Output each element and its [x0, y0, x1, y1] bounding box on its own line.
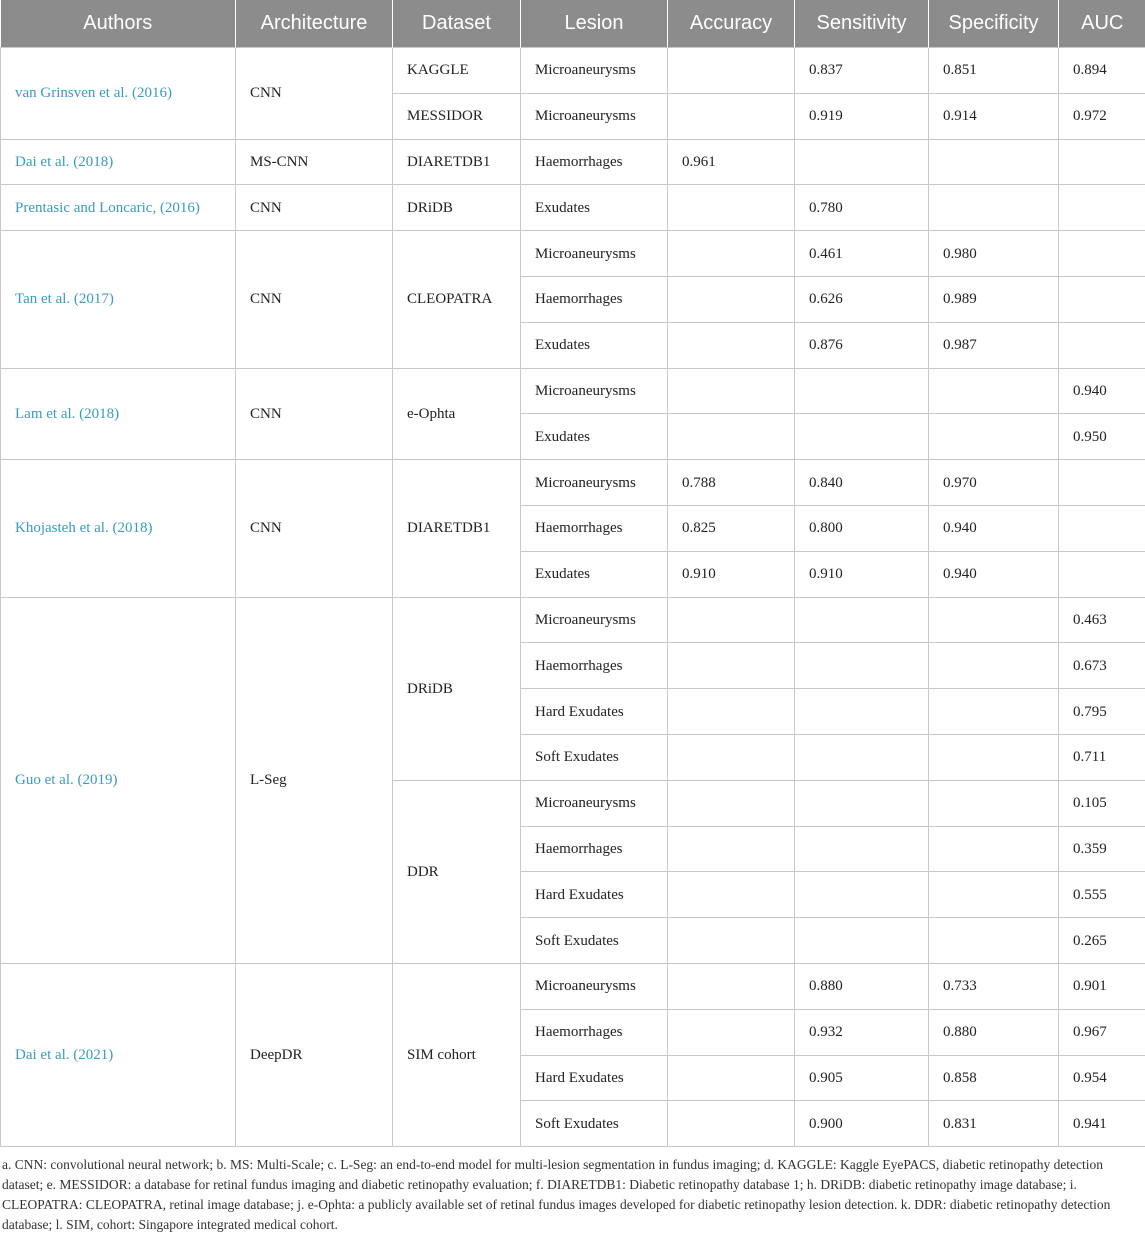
col-header-lesion: Lesion [521, 0, 668, 48]
lesion-cell: Haemorrhages [521, 139, 668, 185]
sensitivity-cell [795, 826, 929, 872]
auc-cell [1059, 276, 1145, 322]
accuracy-cell [668, 780, 795, 826]
col-header-dataset: Dataset [393, 0, 521, 48]
author-cell: van Grinsven et al. (2016) [1, 48, 236, 140]
table-row [1, 185, 1145, 231]
sensitivity-cell: 0.910 [795, 551, 929, 597]
sensitivity-cell: 0.780 [795, 185, 929, 231]
lesion-cell: Haemorrhages [521, 505, 668, 551]
auc-cell: 0.941 [1059, 1101, 1145, 1147]
specificity-cell [929, 139, 1059, 185]
col-header-auc: AUC [1059, 0, 1145, 48]
sensitivity-cell [795, 368, 929, 414]
col-header-sensitivity: Sensitivity [795, 0, 929, 48]
dataset-cell: DDR [393, 780, 521, 963]
lesion-cell: Haemorrhages [521, 826, 668, 872]
architecture-cell: CNN [236, 48, 393, 140]
specificity-cell [929, 872, 1059, 918]
accuracy-cell [668, 414, 795, 460]
accuracy-cell [668, 1055, 795, 1101]
lesion-cell: Microaneurysms [521, 231, 668, 277]
lesion-cell: Exudates [521, 414, 668, 460]
accuracy-cell [668, 689, 795, 735]
accuracy-cell [668, 93, 795, 139]
sensitivity-cell: 0.876 [795, 322, 929, 368]
sensitivity-cell [795, 918, 929, 964]
specificity-cell [929, 689, 1059, 735]
accuracy-cell: 0.825 [668, 505, 795, 551]
dataset-cell: DIARETDB1 [393, 139, 521, 185]
dataset-cell: DIARETDB1 [393, 460, 521, 597]
lesion-cell: Soft Exudates [521, 918, 668, 964]
specificity-cell: 0.940 [929, 505, 1059, 551]
auc-cell: 0.795 [1059, 689, 1145, 735]
specificity-cell [929, 826, 1059, 872]
lesion-cell: Microaneurysms [521, 780, 668, 826]
accuracy-cell [668, 1009, 795, 1055]
col-header-specificity: Specificity [929, 0, 1059, 48]
dataset-cell: DRiDB [393, 185, 521, 231]
specificity-cell [929, 918, 1059, 964]
table-footnote: a. CNN: convolutional neural network; b. MS: Multi-Scale; c. L-Seg: an end-to-end model for multi-lesion segmentation in fundus imaging; d. KAGGLE: Kaggle EyePACS, diabetic retinopathy detection dataset; e. MESSIDOR: a database for retinal fundus imaging and diabetic retinopathy evaluation; f. DIARETDB1: Diabetic retinopathy database 1; h. DRiDB: diabetic retinopathy image database; i. CLEOPATRA: CLEOPATRA, retinal image database; j. e-Ophta: a publicly available set of retinal fundus images developed for diabetic retinopathy lesion detection. k. DDR: diabetic retinopathy detection database; l. SIM, cohort: Singapore integrated medical cohort. [2, 1155, 1142, 1235]
sensitivity-cell: 0.932 [795, 1009, 929, 1055]
lesion-cell: Microaneurysms [521, 368, 668, 414]
specificity-cell [929, 643, 1059, 689]
sensitivity-cell [795, 734, 929, 780]
specificity-cell: 0.914 [929, 93, 1059, 139]
accuracy-cell [668, 643, 795, 689]
col-header-authors: Authors [1, 0, 236, 48]
table-row [1, 963, 1145, 1009]
col-header-architecture: Architecture [236, 0, 393, 48]
sensitivity-cell [795, 597, 929, 643]
lesion-cell: Microaneurysms [521, 48, 668, 94]
accuracy-cell: 0.961 [668, 139, 795, 185]
accuracy-cell [668, 48, 795, 94]
specificity-cell: 0.733 [929, 963, 1059, 1009]
dataset-cell: e-Ophta [393, 368, 521, 460]
lesion-cell: Exudates [521, 322, 668, 368]
lesion-cell: Microaneurysms [521, 460, 668, 506]
lesion-cell: Hard Exudates [521, 1055, 668, 1101]
auc-cell: 0.901 [1059, 963, 1145, 1009]
auc-cell: 0.359 [1059, 826, 1145, 872]
author-cell: Tan et al. (2017) [1, 231, 236, 368]
col-header-accuracy: Accuracy [668, 0, 795, 48]
specificity-cell: 0.851 [929, 48, 1059, 94]
accuracy-cell [668, 826, 795, 872]
sensitivity-cell: 0.461 [795, 231, 929, 277]
accuracy-cell [668, 276, 795, 322]
accuracy-cell [668, 1101, 795, 1147]
lesion-cell: Exudates [521, 551, 668, 597]
specificity-cell [929, 368, 1059, 414]
auc-cell [1059, 139, 1145, 185]
lesion-cell: Haemorrhages [521, 276, 668, 322]
accuracy-cell [668, 734, 795, 780]
lesion-cell: Haemorrhages [521, 1009, 668, 1055]
dataset-cell: CLEOPATRA [393, 231, 521, 368]
author-cell: Dai et al. (2018) [1, 139, 236, 185]
lesion-cell: Hard Exudates [521, 872, 668, 918]
lesion-cell: Haemorrhages [521, 643, 668, 689]
specificity-cell [929, 597, 1059, 643]
accuracy-cell [668, 963, 795, 1009]
sensitivity-cell: 0.900 [795, 1101, 929, 1147]
specificity-cell: 0.858 [929, 1055, 1059, 1101]
sensitivity-cell [795, 643, 929, 689]
auc-cell: 0.463 [1059, 597, 1145, 643]
specificity-cell [929, 734, 1059, 780]
sensitivity-cell [795, 414, 929, 460]
author-cell: Khojasteh et al. (2018) [1, 460, 236, 597]
lesion-cell: Microaneurysms [521, 597, 668, 643]
sensitivity-cell: 0.626 [795, 276, 929, 322]
dataset-cell: KAGGLE [393, 48, 521, 94]
auc-cell: 0.711 [1059, 734, 1145, 780]
sensitivity-cell: 0.840 [795, 460, 929, 506]
lesion-cell: Microaneurysms [521, 963, 668, 1009]
auc-cell: 0.940 [1059, 368, 1145, 414]
header-row [1, 0, 1145, 48]
auc-cell: 0.950 [1059, 414, 1145, 460]
specificity-cell: 0.940 [929, 551, 1059, 597]
sensitivity-cell: 0.880 [795, 963, 929, 1009]
author-cell: Dai et al. (2021) [1, 963, 236, 1146]
auc-cell: 0.673 [1059, 643, 1145, 689]
table-row [1, 231, 1145, 277]
table-row [1, 460, 1145, 506]
architecture-cell: CNN [236, 185, 393, 231]
sensitivity-cell: 0.905 [795, 1055, 929, 1101]
accuracy-cell [668, 322, 795, 368]
accuracy-cell [668, 185, 795, 231]
specificity-cell: 0.980 [929, 231, 1059, 277]
specificity-cell [929, 185, 1059, 231]
auc-cell [1059, 505, 1145, 551]
table-row [1, 139, 1145, 185]
dataset-cell: DRiDB [393, 597, 521, 780]
dataset-cell: MESSIDOR [393, 93, 521, 139]
specificity-cell: 0.989 [929, 276, 1059, 322]
auc-cell [1059, 185, 1145, 231]
auc-cell [1059, 460, 1145, 506]
architecture-cell: CNN [236, 231, 393, 368]
accuracy-cell [668, 872, 795, 918]
lesion-cell: Exudates [521, 185, 668, 231]
table-row [1, 48, 1145, 94]
author-cell: Lam et al. (2018) [1, 368, 236, 460]
accuracy-cell [668, 918, 795, 964]
author-cell: Guo et al. (2019) [1, 597, 236, 963]
lesion-cell: Soft Exudates [521, 1101, 668, 1147]
author-cell: Prentasic and Loncaric, (2016) [1, 185, 236, 231]
sensitivity-cell: 0.919 [795, 93, 929, 139]
architecture-cell: CNN [236, 368, 393, 460]
specificity-cell: 0.970 [929, 460, 1059, 506]
table-row [1, 597, 1145, 643]
auc-cell: 0.555 [1059, 872, 1145, 918]
specificity-cell [929, 780, 1059, 826]
table-row [1, 368, 1145, 414]
sensitivity-cell [795, 872, 929, 918]
specificity-cell: 0.987 [929, 322, 1059, 368]
accuracy-cell: 0.910 [668, 551, 795, 597]
auc-cell: 0.972 [1059, 93, 1145, 139]
accuracy-cell [668, 368, 795, 414]
dataset-cell: SIM cohort [393, 963, 521, 1146]
auc-cell [1059, 231, 1145, 277]
sensitivity-cell [795, 139, 929, 185]
auc-cell [1059, 322, 1145, 368]
auc-cell: 0.265 [1059, 918, 1145, 964]
architecture-cell: DeepDR [236, 963, 393, 1146]
specificity-cell: 0.831 [929, 1101, 1059, 1147]
accuracy-cell [668, 597, 795, 643]
sensitivity-cell: 0.837 [795, 48, 929, 94]
specificity-cell: 0.880 [929, 1009, 1059, 1055]
accuracy-cell [668, 231, 795, 277]
auc-cell: 0.894 [1059, 48, 1145, 94]
sensitivity-cell [795, 689, 929, 735]
auc-cell: 0.954 [1059, 1055, 1145, 1101]
accuracy-cell: 0.788 [668, 460, 795, 506]
architecture-cell: CNN [236, 460, 393, 597]
lesion-cell: Microaneurysms [521, 93, 668, 139]
architecture-cell: MS-CNN [236, 139, 393, 185]
auc-cell: 0.105 [1059, 780, 1145, 826]
sensitivity-cell [795, 780, 929, 826]
architecture-cell: L-Seg [236, 597, 393, 963]
auc-cell: 0.967 [1059, 1009, 1145, 1055]
lesion-cell: Soft Exudates [521, 734, 668, 780]
auc-cell [1059, 551, 1145, 597]
lesion-cell: Hard Exudates [521, 689, 668, 735]
specificity-cell [929, 414, 1059, 460]
sensitivity-cell: 0.800 [795, 505, 929, 551]
